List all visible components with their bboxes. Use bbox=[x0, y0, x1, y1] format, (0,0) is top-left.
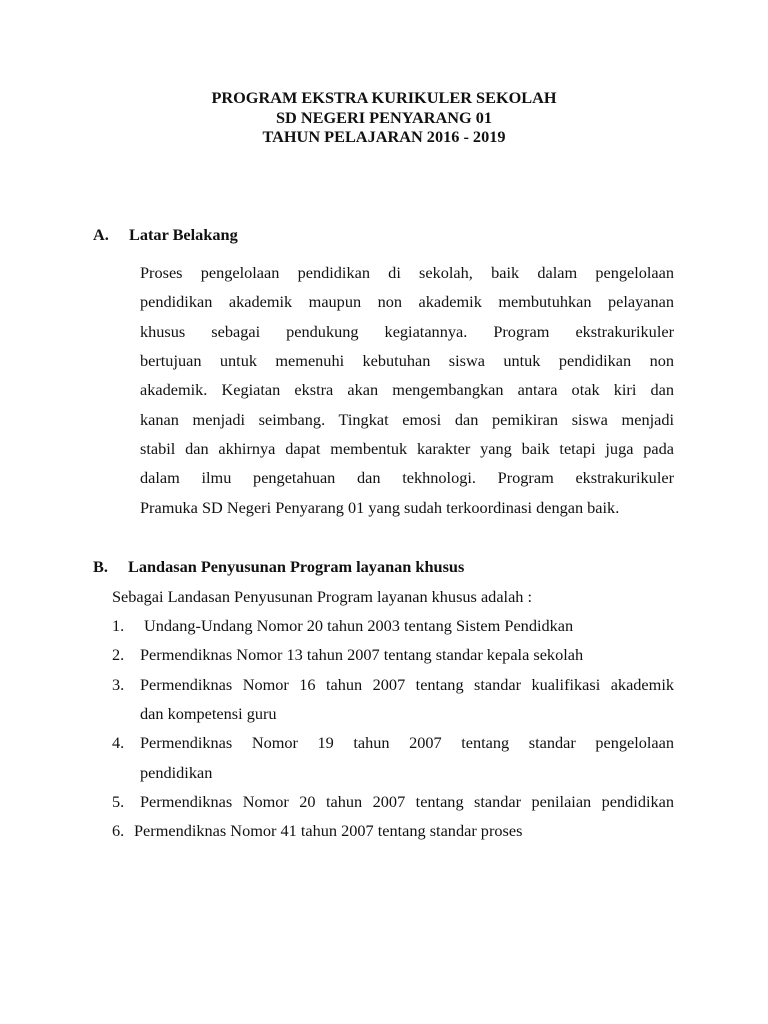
list-item-continued: pendidikan bbox=[140, 763, 213, 782]
intro-text: Sebagai Landasan Penyusunan Program layanan khusus adalah : bbox=[112, 587, 533, 606]
section-letter: B. bbox=[93, 557, 108, 576]
section-letter: A. bbox=[93, 225, 109, 244]
list-item: Permendiknas Nomor 16 tahun 2007 tentang standar kualifikasi akademik bbox=[140, 675, 674, 694]
list-item: Permendiknas Nomor 19 tahun 2007 tentang standar pengelolaan bbox=[140, 733, 674, 752]
list-number: 6. bbox=[112, 821, 125, 840]
paragraph-line: Pramuka SD Negeri Penyarang 01 yang sudah terkoordinasi dengan baik. bbox=[140, 498, 620, 517]
list-number: 5. bbox=[112, 792, 125, 811]
section-heading: Latar Belakang bbox=[129, 225, 238, 244]
title-line: PROGRAM EKSTRA KURIKULER SEKOLAH bbox=[211, 88, 557, 107]
list-number: 3. bbox=[112, 675, 125, 694]
paragraph-line: Proses pengelolaan pendidikan di sekolah, baik dalam pengelolaan bbox=[140, 263, 674, 282]
list-number: 4. bbox=[112, 733, 125, 752]
paragraph-line: kanan menjadi seimbang. Tingkat emosi dan pemikiran siswa menjadi bbox=[140, 410, 674, 429]
paragraph-line: stabil dan akhirnya dapat membentuk karakter yang baik tetapi juga pada bbox=[140, 439, 674, 458]
list-number: 1. bbox=[112, 616, 125, 635]
section-heading: Landasan Penyusunan Program layanan khusus bbox=[128, 557, 465, 576]
list-item: Undang-Undang Nomor 20 tahun 2003 tentang Sistem Pendidkan bbox=[144, 616, 574, 635]
paragraph-line: dalam ilmu pengetahuan dan tekhnologi. Program ekstrakurikuler bbox=[140, 468, 674, 487]
title-line: SD NEGERI PENYARANG 01 bbox=[275, 108, 493, 127]
title-line: TAHUN PELAJARAN 2016 - 2019 bbox=[262, 127, 506, 146]
list-item: Permendiknas Nomor 20 tahun 2007 tentang standar penilaian pendidikan bbox=[140, 792, 674, 811]
list-number: 2. bbox=[112, 645, 125, 664]
list-item-continued: dan kompetensi guru bbox=[140, 704, 277, 723]
paragraph-line: khusus sebagai pendukung kegiatannya. Program ekstrakurikuler bbox=[140, 322, 674, 341]
paragraph-line: akademik. Kegiatan ekstra akan mengembangkan antara otak kiri dan bbox=[140, 380, 674, 399]
list-item: Permendiknas Nomor 13 tahun 2007 tentang standar kepala sekolah bbox=[140, 645, 584, 664]
paragraph-line: bertujuan untuk memenuhi kebutuhan siswa untuk pendidikan non bbox=[140, 351, 674, 370]
list-item: Permendiknas Nomor 41 tahun 2007 tentang standar proses bbox=[134, 821, 523, 840]
paragraph-line: pendidikan akademik maupun non akademik membutuhkan pelayanan bbox=[140, 292, 674, 311]
